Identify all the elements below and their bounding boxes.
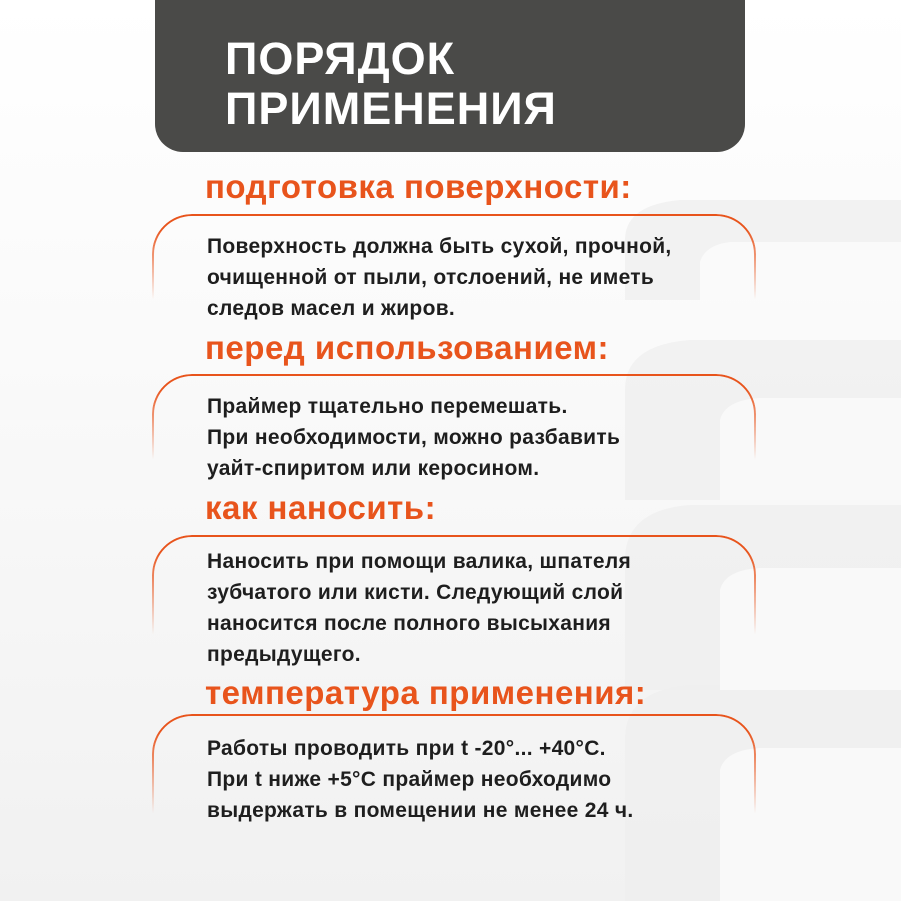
section-text: Наносить при помощи валика, шпателя зубчатого или кисти. Следующий слой наносится после полного высыхания предыдущего. — [207, 550, 632, 666]
page-header — [155, 0, 745, 152]
page-title: ПОРЯДОК ПРИМЕНЕНИЯ — [225, 33, 557, 134]
section-title: как наносить: — [205, 489, 437, 526]
section-text: Поверхность должна быть сухой, прочной, очищенной от пыли, отслоений, не иметь следов масел и жиров. — [207, 235, 672, 320]
section-title: температура применения: — [205, 674, 647, 711]
section-text: Работы проводить при t -20°... +40°С. При t ниже +5°С праймер необходимо выдержать в помещении не менее 24 ч. — [207, 737, 634, 822]
section-title: подготовка поверхности: — [205, 168, 632, 205]
section-text: Праймер тщательно перемешать. При необходимости, можно разбавить уайт-спиритом или керосином. — [207, 395, 621, 480]
section-title: перед использованием: — [205, 329, 610, 366]
